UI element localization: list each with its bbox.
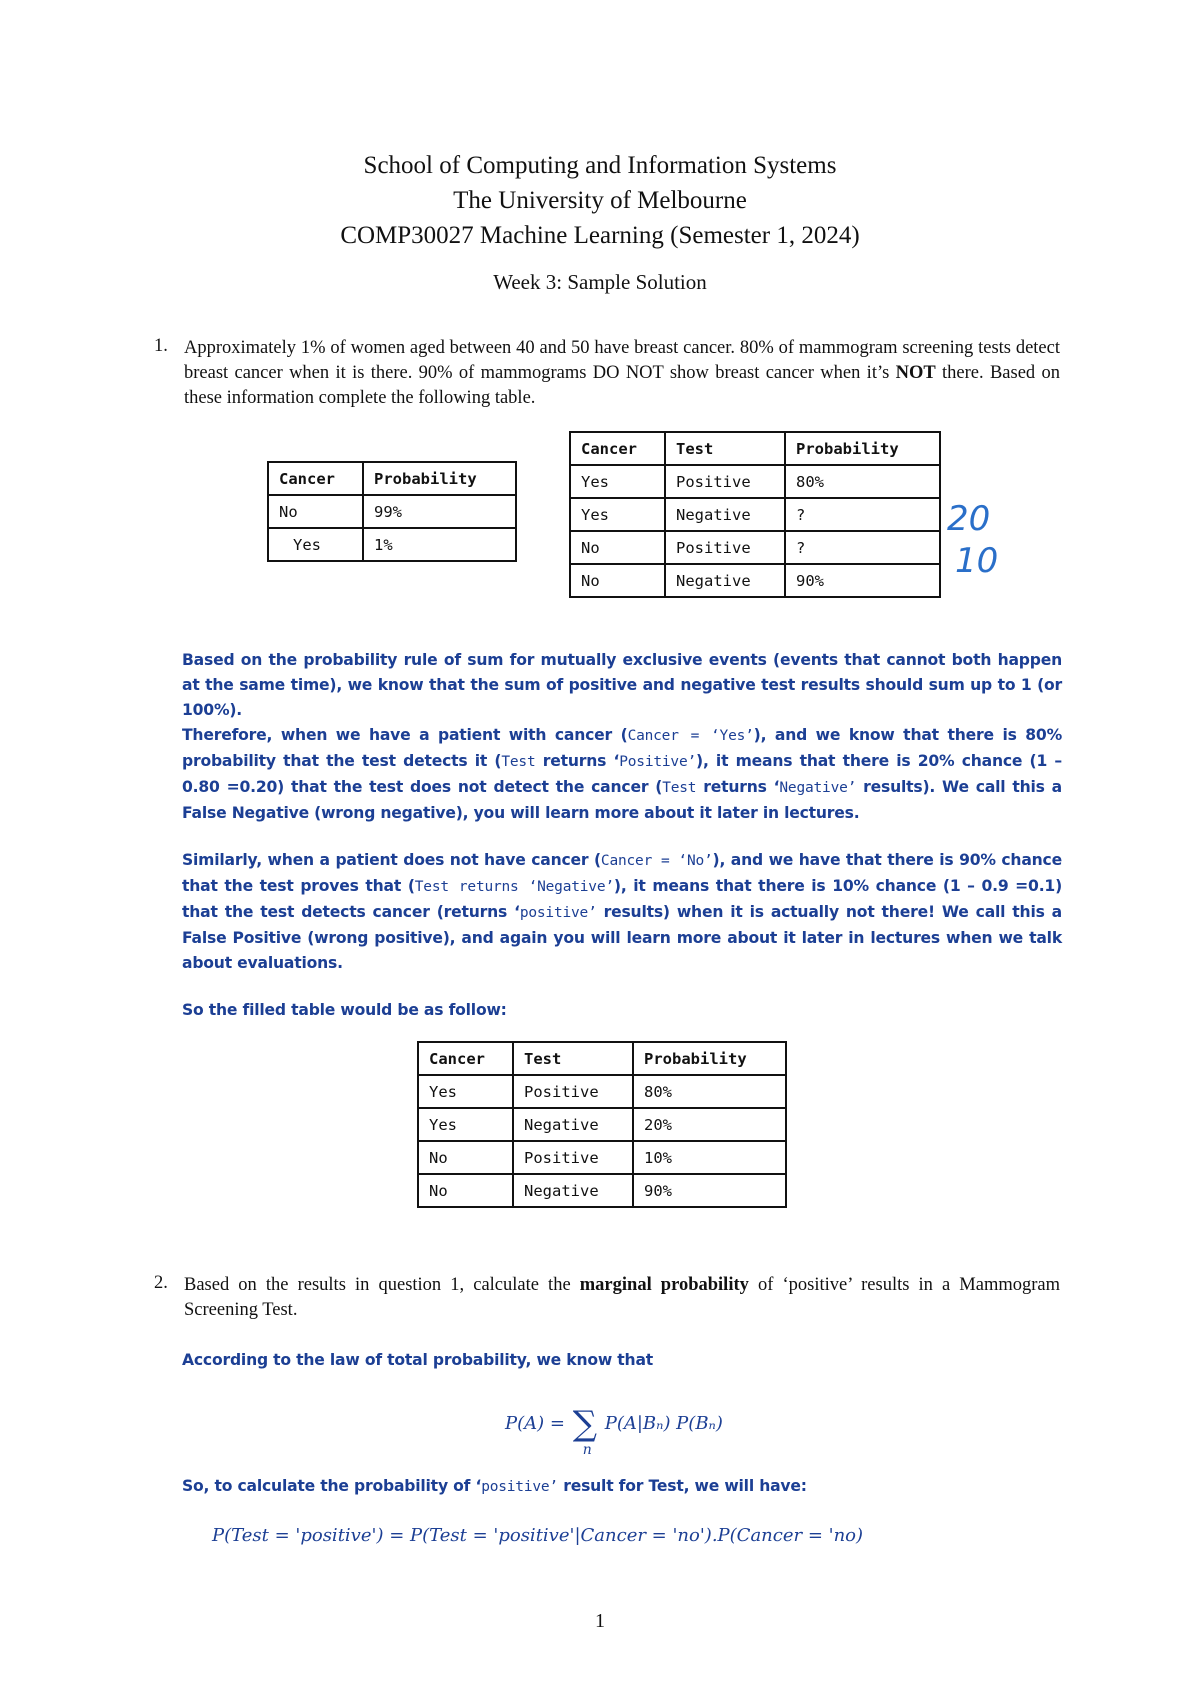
school-name: School of Computing and Information Systems <box>363 152 837 179</box>
solution-text: returns ‘ <box>535 752 620 770</box>
question-2-text-part: Based on the results in question 1, calculate the <box>184 1275 580 1295</box>
table-cell: Positive <box>665 531 785 564</box>
question-2-emphasis: marginal probability <box>579 1275 749 1295</box>
table-row <box>268 495 516 528</box>
solution-text: Similarly, when a patient does not have cancer ( <box>182 851 601 869</box>
solution-text: So, to calculate the probability of ‘ <box>182 1477 482 1495</box>
table-header-cell: Cancer <box>268 462 363 495</box>
table-cell: No <box>570 564 665 597</box>
table-cell: 10% <box>633 1141 786 1174</box>
summation-index: n <box>582 1442 592 1458</box>
conditional-probability-table <box>569 431 941 598</box>
question-2-text-part: of ‘positive’ results in a Mammogram Screening Test. <box>184 1275 1061 1320</box>
solution-2-intro: According to the law of total probability, we know that <box>182 1351 654 1369</box>
solution-text: result for Test, we will have: <box>557 1477 807 1495</box>
solution-text: ), and we have that there is 90% chance that the test proves that ( <box>182 851 1062 895</box>
solution-text: ), it means that there is 20% chance (1 – 0.80 =0.20) that the test does not detect the cancer ( <box>182 752 1062 796</box>
table-cell: 90% <box>785 564 940 597</box>
solution-text: results). We call this a False Negative (wrong negative), you will learn more about it later in lectures. <box>182 778 1063 822</box>
solution-1-paragraph-3 <box>182 848 1062 976</box>
question-1-emphasis: NOT <box>895 363 936 383</box>
table-header-row <box>570 432 940 465</box>
table-cell: Yes <box>268 528 363 561</box>
code-text: Negative’ <box>779 780 857 796</box>
table-cell: ? <box>785 498 940 531</box>
table-row <box>418 1141 786 1174</box>
question-1-number: 1. <box>154 336 168 356</box>
table-cell: No <box>570 531 665 564</box>
question-1-text-part: Approximately 1% of women aged between 40 and 50 have breast cancer. 80% of mammogram screening tests detect breast cancer when it is there. 90% of mammograms DO NOT show breast cancer when it’s <box>184 338 1060 383</box>
table-cell: Yes <box>570 465 665 498</box>
table-header-row <box>418 1042 786 1075</box>
table-row <box>418 1108 786 1141</box>
university-name: The University of Melbourne <box>453 187 747 214</box>
solution-text: ), it means that there is 10% chance (1 – 0.9 =0.1) that the test detects cancer (returns ‘ <box>182 877 1063 921</box>
table-cell: Yes <box>418 1075 513 1108</box>
positive-test-formula: P(Test = 'positive') = P(Test = 'positive'|Cancer = 'no').P(Cancer = 'no) <box>212 1525 864 1546</box>
table-row <box>570 564 940 597</box>
question-2-number: 2. <box>154 1273 168 1293</box>
handwritten-twenty: 20 <box>947 500 991 539</box>
filled-probability-table <box>417 1041 787 1208</box>
table-cell: Negative <box>665 564 785 597</box>
table-cell: No <box>268 495 363 528</box>
solution-text: ), and we know that there is 80% probability that the test detects it ( <box>182 726 1062 770</box>
page-number: 1 <box>595 1610 605 1632</box>
summation-icon: ∑ <box>572 1404 597 1444</box>
code-text: positive’ <box>481 1479 558 1495</box>
table-cell: Yes <box>418 1108 513 1141</box>
table-header-cell: Cancer <box>418 1042 513 1075</box>
table-cell: Negative <box>665 498 785 531</box>
table-cell: 20% <box>633 1108 786 1141</box>
table-header-cell: Cancer <box>570 432 665 465</box>
code-text: Positive’ <box>619 754 697 770</box>
code-text: Test <box>662 780 697 796</box>
handwritten-annotation <box>945 500 1015 580</box>
table-header-cell: Probability <box>633 1042 786 1075</box>
question-1-text <box>184 336 1060 411</box>
formula-rhs: P(A|Bₙ) P(Bₙ) <box>604 1413 723 1434</box>
code-text: Test returns ‘Negative’ <box>414 879 614 895</box>
table-cell: 80% <box>785 465 940 498</box>
table-header-cell: Probability <box>363 462 516 495</box>
table-header-cell: Probability <box>785 432 940 465</box>
table-header-row <box>268 462 516 495</box>
table-cell: No <box>418 1174 513 1207</box>
code-text: Cancer = ‘No’ <box>600 853 713 869</box>
table-header-cell: Test <box>513 1042 633 1075</box>
table-cell: ? <box>785 531 940 564</box>
page-subtitle: Week 3: Sample Solution <box>493 270 707 294</box>
solution-1-paragraph-4: So the filled table would be as follow: <box>182 1001 507 1019</box>
solution-1-paragraph-1: Based on the probability rule of sum for mutually exclusive events (events that cannot both happen at the same time), we know that the sum of positive and negative test results should sum up to 1 (or 100%). <box>182 651 1062 719</box>
table-cell: 90% <box>633 1174 786 1207</box>
solution-2-paragraph-2 <box>182 1474 1062 1500</box>
table-header-cell: Test <box>665 432 785 465</box>
handwritten-ten: 10 <box>955 541 999 580</box>
solution-text: Therefore, when we have a patient with cancer ( <box>182 726 628 744</box>
code-text: positive’ <box>519 905 597 921</box>
question-1-text-part: there. Based on these information complete the following table. <box>184 363 1060 408</box>
formula-lhs: P(A) = <box>505 1413 565 1434</box>
solution-text: returns ‘ <box>696 778 780 796</box>
table-cell: No <box>418 1141 513 1174</box>
table-cell: Yes <box>570 498 665 531</box>
table-row <box>570 531 940 564</box>
table-cell: Positive <box>513 1075 633 1108</box>
table-row <box>570 498 940 531</box>
table-row <box>570 465 940 498</box>
table-cell: 99% <box>363 495 516 528</box>
code-text: Test <box>501 754 536 770</box>
table-cell: Negative <box>513 1108 633 1141</box>
course-title: COMP30027 Machine Learning (Semester 1, 2024) <box>340 222 860 249</box>
table-row <box>418 1174 786 1207</box>
table-row <box>268 528 516 561</box>
table-cell: 1% <box>363 528 516 561</box>
table-row <box>418 1075 786 1108</box>
table-cell: Positive <box>513 1141 633 1174</box>
table-cell: Negative <box>513 1174 633 1207</box>
solution-1-paragraph-2 <box>182 723 1062 826</box>
solution-text: results) when it is actually not there! We call this a False Positive (wrong positive), and again you will learn more about it later in lectures when we talk about evaluations. <box>182 903 1062 972</box>
total-probability-formula <box>505 1404 723 1458</box>
question-2-text <box>184 1273 1060 1323</box>
prior-probability-table <box>267 461 517 562</box>
table-cell: Positive <box>665 465 785 498</box>
table-cell: 80% <box>633 1075 786 1108</box>
code-text: Cancer = ‘Yes’ <box>627 728 754 744</box>
